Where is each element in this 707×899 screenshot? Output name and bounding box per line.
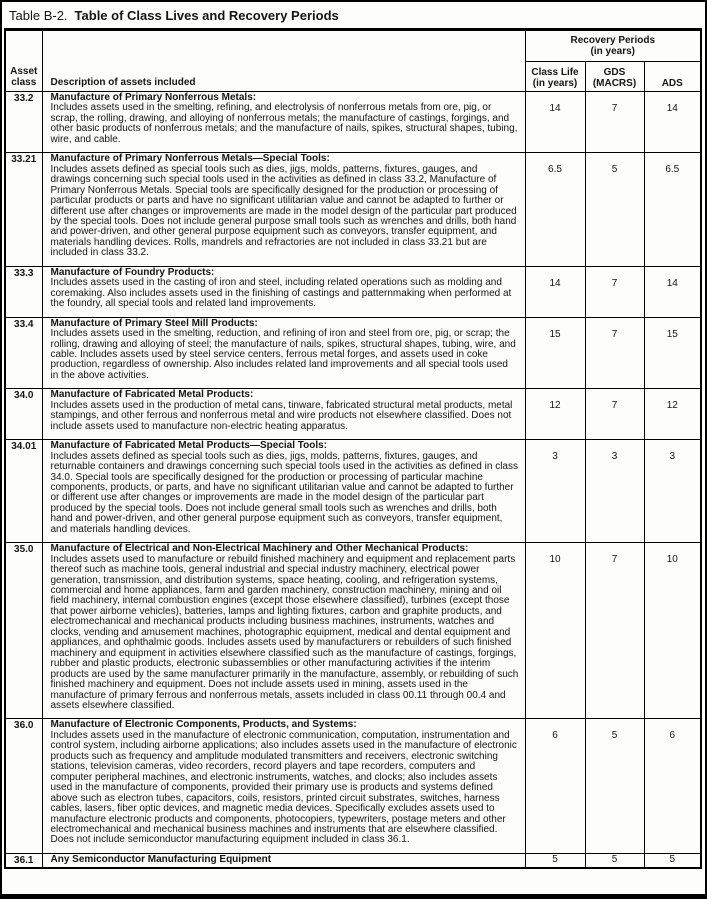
table-header [5, 30, 701, 92]
table-row [5, 389, 701, 440]
class-life-value-cell: 12 [525, 389, 585, 440]
class-life-column-header [525, 62, 585, 92]
asset-description-heading: Manufacture of Primary Nonferrous Metals: [50, 92, 257, 103]
table-number-label: Table B-2. [9, 8, 68, 23]
class-life-value-cell: 6.5 [525, 153, 585, 267]
ads-value-cell: 5 [644, 853, 701, 868]
asset-description-body: Includes assets used in the casting of iron and steel, including related operations such as molding and coremaking. Also includes assets used in the finishing of castings and patternmaking when performed at the foundry, all special tools and related land improvements. [50, 277, 512, 310]
asset-class-cell: 33.4 [5, 317, 42, 389]
asset-description-heading: Manufacture of Primary Steel Mill Products: [50, 317, 258, 329]
class-life-value-cell: 6 [525, 719, 585, 853]
asset-class-header-line2: class [11, 77, 37, 88]
asset-description-body: Includes assets used in the production of metal cans, tinware, fabricated structural metal products, metal stampings, and other ferrous and nonferrous metal and wire products not elsewhere classified. Does not include assets used to manufacture non-electric heating apparatus. [50, 399, 513, 432]
asset-description-heading: Manufacture of Fabricated Metal Products: [50, 389, 254, 401]
recovery-periods-header-line2: (in years) [590, 46, 635, 57]
description-cell [42, 543, 525, 719]
table-row [5, 92, 701, 153]
ads-value-cell: 15 [644, 317, 701, 389]
gds-column-header [585, 62, 644, 92]
recovery-periods-header-line1: Recovery Periods [570, 35, 656, 46]
ads-column-header: ADS [644, 62, 701, 92]
class-life-value-cell: 3 [525, 440, 585, 543]
ads-value-cell: 14 [644, 266, 701, 317]
ads-value-cell: 6 [644, 719, 701, 853]
asset-description-body: Includes assets used in the smelting, refining, and electrolysis of nonferrous metals from ore, pig, or scrap, the rolling, drawing, and alloying of nonferrous metals; the manufacture of castings, forgings, and other basic products of nonferrous metals; and the manufacture of nails, spikes, structural shapes, tubing, wire, and cable. [50, 102, 518, 145]
table-body [5, 92, 701, 869]
asset-description-body: Includes assets used in the smelting, reduction, and refining of iron and steel from ore, pig, or scrap; the rolling, drawing and alloying of steel; the manufacture of nails, spikes, structural shapes, tubing, wire, and cable. Includes assets used by steel service centers, ferrous metal forges, and assets used in coke production, regardless of ownership. Also includes related land improvements and all special tools used in the above activities. [50, 328, 516, 381]
asset-class-column-header [5, 30, 42, 92]
asset-class-cell: 34.0 [5, 389, 42, 440]
class-life-value-cell: 15 [525, 317, 585, 389]
asset-description-body: Includes assets used in the manufacture of electronic communication, computation, instrumentation and control system, including airborne applications; also includes assets used in the manufacture of electronic products such as frequency and amplitude modulated transmitters and receivers, electronic switching stations, television cameras, video recorders, record players and tape recorders, computers and computer peripheral machines, and electronic instruments, watches, and clocks; also includes assets used in the manufacture of components, provided their primary use is products and systems defined above such as electron tubes, capacitors, coils, resistors, printed circuit substrates, switches, harness cables, lasers, fiber optic devices, and magnetic media devices. Specifically excludes assets used to manufacture electronic products and components, photocopiers, typewriters, postage meters and other electromechanical and mechanical business machines and instruments that are elsewhere classified. Does not include semiconductor manufacturing equipment included in class 36.1. [50, 729, 517, 846]
description-cell [42, 153, 525, 267]
class-lives-table [4, 28, 702, 869]
asset-class-cell: 35.0 [5, 543, 42, 719]
page-title [2, 2, 705, 28]
table-row [5, 543, 701, 719]
asset-description-heading: Manufacture of Electronic Components, Products, and Systems: [50, 719, 357, 731]
asset-class-cell: 34.01 [5, 440, 42, 543]
table-row [5, 853, 701, 868]
table-row [5, 153, 701, 267]
description-column-header: Description of assets included [42, 30, 525, 92]
ads-value-cell: 3 [644, 440, 701, 543]
asset-class-cell: 33.2 [5, 92, 42, 153]
table-row [5, 719, 701, 853]
asset-description-body: Includes assets defined as special tools such as dies, jigs, molds, patterns, fixtures, gauges, and returnable containers and drawings concerning such special tools used in the activities as defined in class 34.0. Special tools are specifically designed for the production or processing of particular machine components, products, or parts, and have no significant utilitarian value and cannot be adapted to further or different use after changes or improvements are made in the model design of the particular part produced by the special tools. Does not include general small tools such as wrenches and drills, both hand and power-driven, and other general purpose equipment such as conveyors, transfer equipment, and materials handling devices. [50, 450, 518, 535]
asset-class-cell: 36.0 [5, 719, 42, 853]
asset-class-cell: 33.3 [5, 266, 42, 317]
description-cell [42, 853, 525, 868]
table-row [5, 440, 701, 543]
gds-value-cell: 7 [585, 266, 644, 317]
asset-description-heading: Manufacture of Electrical and Non-Electrical Machinery and Other Mechanical Products: [50, 543, 469, 555]
class-life-value-cell: 5 [525, 853, 585, 868]
recovery-periods-group-header [525, 30, 701, 62]
description-cell [42, 266, 525, 317]
description-cell [42, 317, 525, 389]
gds-value-cell: 5 [585, 153, 644, 267]
gds-value-cell: 7 [585, 92, 644, 153]
asset-description-body: Includes assets defined as special tools such as dies, jigs, molds, patterns, fixtures, gauges, and drawings concerning such special tools used in the activities as defined in class 33.2, Manufacture of Primary Nonferrous Metals. Special tools are specifically designed for the production or processing of particular products or parts and have no significant utilitarian value and cannot be adapted to further or different use after changes or improvements are made in the model design of the particular part produced by the special tools. Does not include general purpose small tools such as wrenches and drills, both hand and power-driven, and other general purpose equipment such as conveyors, transfer equipment, and materials handling devices. Rolls, mandrels and refractories are not included in class 33.21 but are included in class 33.2. [50, 163, 517, 259]
description-cell [42, 92, 525, 153]
ads-value-cell: 6.5 [644, 153, 701, 267]
asset-class-cell: 33.21 [5, 153, 42, 267]
gds-value-cell: 7 [585, 389, 644, 440]
asset-class-cell: 36.1 [5, 853, 42, 868]
class-life-value-cell: 10 [525, 543, 585, 719]
asset-class-header-line1: Asset [10, 66, 38, 77]
class-life-value-cell: 14 [525, 266, 585, 317]
gds-value-cell: 5 [585, 853, 644, 868]
gds-value-cell: 7 [585, 317, 644, 389]
ads-value-cell: 10 [644, 543, 701, 719]
asset-description-heading: Manufacture of Fabricated Metal Products—Special Tools: [50, 440, 328, 452]
gds-value-cell: 5 [585, 719, 644, 853]
asset-description-heading: Manufacture of Primary Nonferrous Metals—Special Tools: [50, 153, 330, 165]
description-cell [42, 389, 525, 440]
asset-description-heading: Any Semiconductor Manufacturing Equipment [50, 853, 272, 865]
asset-description-body: Includes assets used to manufacture or rebuild finished machinery and equipment and replacement parts thereof such as machine tools, general industrial and special industry machinery, electrical power generation, transmission, and distribution systems, space heating, cooling, and refrigeration systems, commercial and home appliances, farm and garden machinery, construction machinery, mining and oil field machinery, internal combustion engines (except those elsewhere classified), turbines (except those that power airborne vehicles), batteries, lamps and lighting fixtures, carbon and graphite products, and electromechanical and mechanical products including business machines, instruments, watches and clocks, vending and amusement machines, photographic equipment, medical and dental equipment and appliances, and ophthalmic goods. Includes assets used by manufacturers or rebuilders of such finished machinery and equipment in activities elsewhere classified such as the manufacture of castings, forgings, rubber and plastic products, electronic subassemblies or other manufacturing activities if the interim products are used by the same manufacturer primarily in the manufacture, assembly, or rebuilding of such finished machinery and equipment. Does not include assets used in mining, assets used in the manufacture of primary ferrous and nonferrous metals, assets included in class 00.11 through 00.4 and assets elsewhere classified. [50, 553, 519, 712]
gds-header-line1: GDS [603, 67, 626, 78]
ads-value-cell: 12 [644, 389, 701, 440]
table-row [5, 317, 701, 389]
table-title-label: Table of Class Lives and Recovery Periods [74, 8, 339, 23]
ads-value-cell: 14 [644, 92, 701, 153]
gds-value-cell: 3 [585, 440, 644, 543]
asset-description-heading: Manufacture of Foundry Products: [50, 266, 215, 278]
table-row [5, 266, 701, 317]
class-life-header-line2: (in years) [532, 78, 578, 89]
class-life-value-cell: 14 [525, 92, 585, 153]
gds-header-line2: (MACRS) [592, 78, 637, 89]
gds-value-cell: 7 [585, 543, 644, 719]
description-cell [42, 440, 525, 543]
description-cell [42, 719, 525, 853]
class-life-header-line1: Class Life [531, 67, 579, 78]
